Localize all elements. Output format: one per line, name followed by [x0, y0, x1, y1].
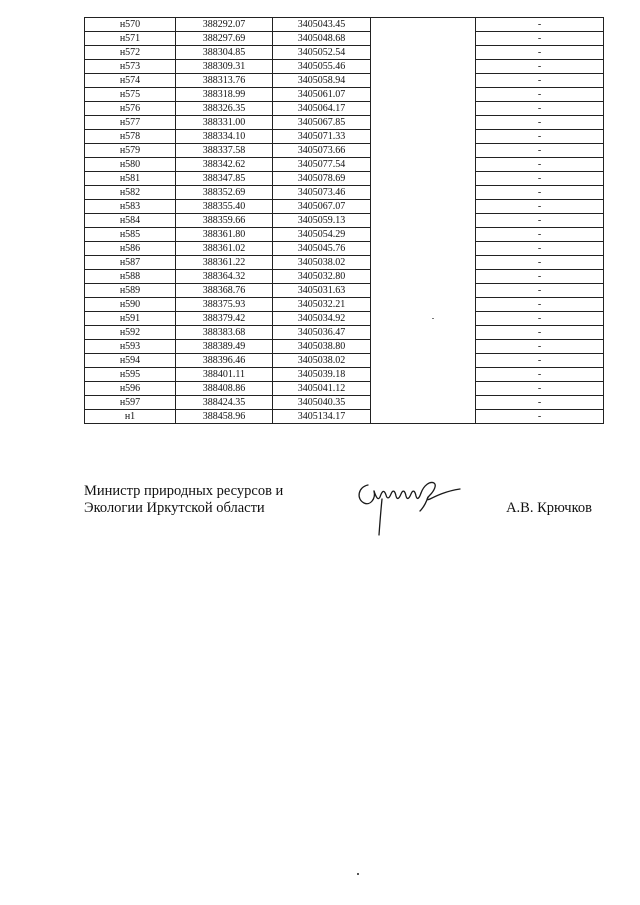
dash-cell: -: [476, 396, 604, 410]
table-row: [85, 18, 604, 32]
y-coordinate-cell: 3405052.54: [273, 46, 371, 60]
y-coordinate-cell: 3405036.47: [273, 326, 371, 340]
y-coordinate-cell: 3405034.92: [273, 312, 371, 326]
dash-cell: -: [476, 116, 604, 130]
table-row: [85, 60, 604, 74]
x-coordinate-cell: 388359.66: [176, 214, 273, 228]
dash-cell: -: [476, 158, 604, 172]
note-cell: [371, 18, 476, 32]
table-row: [85, 270, 604, 284]
point-id-cell: н594: [85, 354, 176, 368]
point-id-cell: н597: [85, 396, 176, 410]
point-id-cell: н572: [85, 46, 176, 60]
point-id-cell: н577: [85, 116, 176, 130]
point-id-cell: н585: [85, 228, 176, 242]
signer-title-line-2: Экологии Иркутской области: [84, 500, 265, 516]
x-coordinate-cell: 388334.10: [176, 130, 273, 144]
note-cell: [371, 32, 476, 46]
dash-cell: -: [476, 32, 604, 46]
dash-cell: -: [476, 46, 604, 60]
table-row: [85, 410, 604, 424]
table-row: [85, 74, 604, 88]
point-id-cell: н570: [85, 18, 176, 32]
signer-title-line-1: Министр природных ресурсов и: [84, 483, 284, 499]
table-row: [85, 228, 604, 242]
y-coordinate-cell: 3405040.35: [273, 396, 371, 410]
dash-cell: -: [476, 284, 604, 298]
note-cell: [371, 186, 476, 200]
x-coordinate-cell: 388309.31: [176, 60, 273, 74]
dash-cell: -: [476, 130, 604, 144]
x-coordinate-cell: 388342.62: [176, 158, 273, 172]
note-cell: [371, 130, 476, 144]
dash-cell: -: [476, 88, 604, 102]
note-cell: [371, 88, 476, 102]
point-id-cell: н590: [85, 298, 176, 312]
y-coordinate-cell: 3405073.66: [273, 144, 371, 158]
point-id-cell: н588: [85, 270, 176, 284]
dash-cell: -: [476, 312, 604, 326]
note-cell: [371, 158, 476, 172]
dash-cell: -: [476, 228, 604, 242]
y-coordinate-cell: 3405032.80: [273, 270, 371, 284]
table-row: [85, 284, 604, 298]
y-coordinate-cell: 3405067.07: [273, 200, 371, 214]
note-cell: [371, 284, 476, 298]
table-row: [85, 382, 604, 396]
dash-cell: -: [476, 60, 604, 74]
dash-cell: -: [476, 368, 604, 382]
note-cell: [371, 60, 476, 74]
table-row: [85, 158, 604, 172]
scan-speck: [432, 318, 434, 319]
y-coordinate-cell: 3405055.46: [273, 60, 371, 74]
x-coordinate-cell: 388337.58: [176, 144, 273, 158]
scan-mark: [357, 873, 359, 875]
y-coordinate-cell: 3405038.02: [273, 354, 371, 368]
x-coordinate-cell: 388361.80: [176, 228, 273, 242]
point-id-cell: н595: [85, 368, 176, 382]
dash-cell: -: [476, 144, 604, 158]
point-id-cell: н579: [85, 144, 176, 158]
note-cell: [371, 298, 476, 312]
note-cell: [371, 312, 476, 326]
x-coordinate-cell: 388364.32: [176, 270, 273, 284]
table-row: [85, 340, 604, 354]
table-row: [85, 46, 604, 60]
point-id-cell: н591: [85, 312, 176, 326]
note-cell: [371, 270, 476, 284]
table-row: [85, 102, 604, 116]
x-coordinate-cell: 388326.35: [176, 102, 273, 116]
point-id-cell: н573: [85, 60, 176, 74]
dash-cell: -: [476, 242, 604, 256]
note-cell: [371, 74, 476, 88]
table-row: [85, 256, 604, 270]
point-id-cell: н586: [85, 242, 176, 256]
note-cell: [371, 410, 476, 424]
point-id-cell: н587: [85, 256, 176, 270]
dash-cell: -: [476, 340, 604, 354]
x-coordinate-cell: 388361.22: [176, 256, 273, 270]
handwritten-signature-icon: [354, 477, 464, 539]
point-id-cell: н574: [85, 74, 176, 88]
dash-cell: -: [476, 298, 604, 312]
note-cell: [371, 172, 476, 186]
y-coordinate-cell: 3405078.69: [273, 172, 371, 186]
note-cell: [371, 368, 476, 382]
point-id-cell: н576: [85, 102, 176, 116]
y-coordinate-cell: 3405041.12: [273, 382, 371, 396]
table-row: [85, 326, 604, 340]
x-coordinate-cell: 388383.68: [176, 326, 273, 340]
note-cell: [371, 340, 476, 354]
note-cell: [371, 256, 476, 270]
note-cell: [371, 144, 476, 158]
table-row: [85, 312, 604, 326]
x-coordinate-cell: 388331.00: [176, 116, 273, 130]
y-coordinate-cell: 3405048.68: [273, 32, 371, 46]
dash-cell: -: [476, 18, 604, 32]
point-id-cell: н583: [85, 200, 176, 214]
note-cell: [371, 228, 476, 242]
x-coordinate-cell: 388379.42: [176, 312, 273, 326]
y-coordinate-cell: 3405043.45: [273, 18, 371, 32]
dash-cell: -: [476, 172, 604, 186]
dash-cell: -: [476, 410, 604, 424]
point-id-cell: н578: [85, 130, 176, 144]
table-row: [85, 172, 604, 186]
table-row: [85, 200, 604, 214]
dash-cell: -: [476, 102, 604, 116]
coordinates-table: [84, 17, 604, 424]
table-row: [85, 130, 604, 144]
y-coordinate-cell: 3405058.94: [273, 74, 371, 88]
x-coordinate-cell: 388368.76: [176, 284, 273, 298]
x-coordinate-cell: 388355.40: [176, 200, 273, 214]
coordinates-table-body: [85, 18, 604, 424]
y-coordinate-cell: 3405077.54: [273, 158, 371, 172]
note-cell: [371, 354, 476, 368]
point-id-cell: н584: [85, 214, 176, 228]
dash-cell: -: [476, 354, 604, 368]
table-row: [85, 242, 604, 256]
table-row: [85, 116, 604, 130]
point-id-cell: н1: [85, 410, 176, 424]
note-cell: [371, 200, 476, 214]
y-coordinate-cell: 3405064.17: [273, 102, 371, 116]
point-id-cell: н575: [85, 88, 176, 102]
note-cell: [371, 242, 476, 256]
point-id-cell: н580: [85, 158, 176, 172]
table-row: [85, 354, 604, 368]
x-coordinate-cell: 388292.07: [176, 18, 273, 32]
table-row: [85, 144, 604, 158]
dash-cell: -: [476, 214, 604, 228]
x-coordinate-cell: 388389.49: [176, 340, 273, 354]
note-cell: [371, 214, 476, 228]
point-id-cell: н596: [85, 382, 176, 396]
y-coordinate-cell: 3405045.76: [273, 242, 371, 256]
dash-cell: -: [476, 200, 604, 214]
table-row: [85, 396, 604, 410]
dash-cell: -: [476, 326, 604, 340]
table-row: [85, 298, 604, 312]
signer-name: А.В. Крючков: [506, 500, 592, 516]
point-id-cell: н592: [85, 326, 176, 340]
signature-block: [84, 483, 604, 543]
y-coordinate-cell: 3405059.13: [273, 214, 371, 228]
dash-cell: -: [476, 382, 604, 396]
table-row: [85, 214, 604, 228]
point-id-cell: н581: [85, 172, 176, 186]
x-coordinate-cell: 388408.86: [176, 382, 273, 396]
y-coordinate-cell: 3405032.21: [273, 298, 371, 312]
x-coordinate-cell: 388318.99: [176, 88, 273, 102]
point-id-cell: н593: [85, 340, 176, 354]
point-id-cell: н582: [85, 186, 176, 200]
x-coordinate-cell: 388361.02: [176, 242, 273, 256]
x-coordinate-cell: 388313.76: [176, 74, 273, 88]
y-coordinate-cell: 3405038.02: [273, 256, 371, 270]
y-coordinate-cell: 3405073.46: [273, 186, 371, 200]
table-row: [85, 32, 604, 46]
x-coordinate-cell: 388304.85: [176, 46, 273, 60]
note-cell: [371, 396, 476, 410]
y-coordinate-cell: 3405054.29: [273, 228, 371, 242]
note-cell: [371, 326, 476, 340]
table-row: [85, 368, 604, 382]
dash-cell: -: [476, 256, 604, 270]
y-coordinate-cell: 3405031.63: [273, 284, 371, 298]
dash-cell: -: [476, 74, 604, 88]
x-coordinate-cell: 388424.35: [176, 396, 273, 410]
dash-cell: -: [476, 270, 604, 284]
note-cell: [371, 46, 476, 60]
note-cell: [371, 382, 476, 396]
table-row: [85, 186, 604, 200]
note-cell: [371, 116, 476, 130]
y-coordinate-cell: 3405134.17: [273, 410, 371, 424]
x-coordinate-cell: 388458.96: [176, 410, 273, 424]
point-id-cell: н589: [85, 284, 176, 298]
note-cell: [371, 102, 476, 116]
y-coordinate-cell: 3405038.80: [273, 340, 371, 354]
x-coordinate-cell: 388352.69: [176, 186, 273, 200]
x-coordinate-cell: 388396.46: [176, 354, 273, 368]
y-coordinate-cell: 3405071.33: [273, 130, 371, 144]
x-coordinate-cell: 388347.85: [176, 172, 273, 186]
x-coordinate-cell: 388297.69: [176, 32, 273, 46]
y-coordinate-cell: 3405061.07: [273, 88, 371, 102]
dash-cell: -: [476, 186, 604, 200]
x-coordinate-cell: 388375.93: [176, 298, 273, 312]
x-coordinate-cell: 388401.11: [176, 368, 273, 382]
y-coordinate-cell: 3405067.85: [273, 116, 371, 130]
point-id-cell: н571: [85, 32, 176, 46]
y-coordinate-cell: 3405039.18: [273, 368, 371, 382]
table-row: [85, 88, 604, 102]
